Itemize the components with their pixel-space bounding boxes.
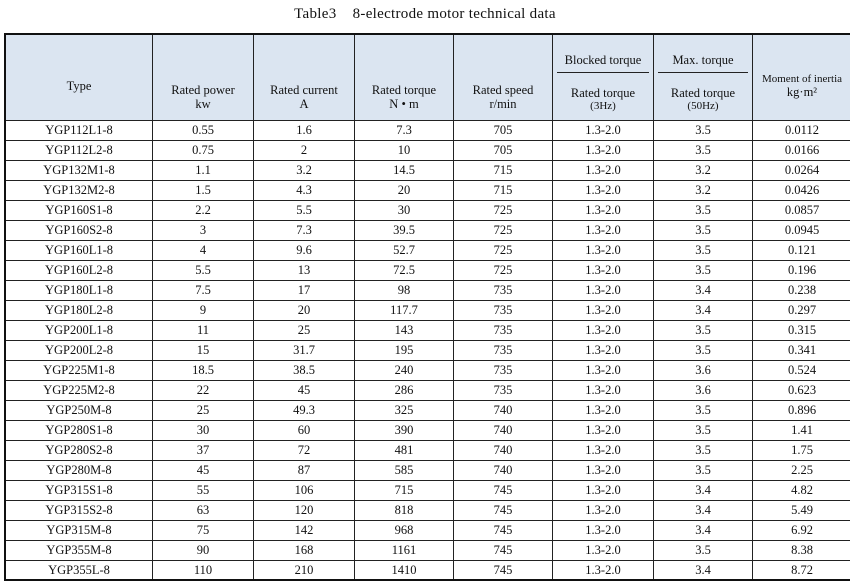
cell-rated-torque: 715 [355,480,454,500]
cell-type: YGP225M1-8 [5,360,153,380]
cell-rated-current: 106 [254,480,355,500]
cell-rated-power: 45 [153,460,254,480]
cell-type: YGP225M2-8 [5,380,153,400]
cell-rated-current: 45 [254,380,355,400]
cell-rated-power: 3 [153,220,254,240]
cell-rated-torque: 117.7 [355,300,454,320]
cell-rated-power: 0.55 [153,120,254,140]
cell-type: YGP200L2-8 [5,340,153,360]
table-row [5,380,850,400]
cell-type: YGP180L1-8 [5,280,153,300]
header-max-torque [654,34,753,120]
table-header [5,34,850,120]
cell-type: YGP315S2-8 [5,500,153,520]
cell-max-torque: 3.2 [654,180,753,200]
cell-rated-current: 25 [254,320,355,340]
cell-rated-power: 18.5 [153,360,254,380]
cell-rated-power: 7.5 [153,280,254,300]
header-max-torque-freq: (50Hz) [654,100,752,113]
cell-rated-current: 1.6 [254,120,355,140]
header-blocked-torque-sub: Rated torque [553,86,653,100]
cell-rated-speed: 745 [454,500,553,520]
cell-blocked-torque: 1.3-2.0 [553,180,654,200]
table-row [5,240,850,260]
cell-blocked-torque: 1.3-2.0 [553,140,654,160]
header-rated-power-label: Rated power [153,83,253,97]
cell-type: YGP315M-8 [5,520,153,540]
table-row [5,300,850,320]
cell-rated-speed: 740 [454,440,553,460]
cell-rated-power: 110 [153,560,254,580]
table-row [5,540,850,560]
header-rated-current [254,34,355,120]
header-max-torque-sub: Rated torque [654,86,752,100]
table-row [5,500,850,520]
cell-rated-power: 15 [153,340,254,360]
table-row [5,180,850,200]
header-moment-of-inertia-label: Moment of inertia [753,73,850,86]
table-row [5,220,850,240]
header-blocked-torque-title: Blocked torque [557,35,649,73]
cell-moment-of-inertia: 0.238 [753,280,850,300]
cell-rated-speed: 715 [454,160,553,180]
cell-blocked-torque: 1.3-2.0 [553,420,654,440]
cell-rated-power: 11 [153,320,254,340]
cell-rated-torque: 143 [355,320,454,340]
header-rated-speed-label: Rated speed [454,83,552,97]
cell-rated-speed: 740 [454,400,553,420]
cell-rated-current: 2 [254,140,355,160]
cell-rated-current: 49.3 [254,400,355,420]
cell-rated-power: 30 [153,420,254,440]
cell-rated-speed: 705 [454,140,553,160]
cell-rated-speed: 745 [454,540,553,560]
header-rated-speed [454,34,553,120]
cell-rated-current: 87 [254,460,355,480]
cell-rated-power: 55 [153,480,254,500]
cell-max-torque: 3.5 [654,220,753,240]
cell-rated-torque: 52.7 [355,240,454,260]
cell-rated-torque: 481 [355,440,454,460]
cell-max-torque: 3.4 [654,560,753,580]
table-row [5,200,850,220]
header-rated-current-label: Rated current [254,83,354,97]
table-row [5,560,850,580]
cell-rated-power: 0.75 [153,140,254,160]
cell-blocked-torque: 1.3-2.0 [553,240,654,260]
header-blocked-torque [553,34,654,120]
cell-rated-speed: 705 [454,120,553,140]
cell-blocked-torque: 1.3-2.0 [553,300,654,320]
cell-moment-of-inertia: 0.341 [753,340,850,360]
cell-rated-speed: 735 [454,360,553,380]
cell-max-torque: 3.5 [654,420,753,440]
cell-max-torque: 3.4 [654,300,753,320]
cell-type: YGP280S1-8 [5,420,153,440]
cell-rated-speed: 745 [454,560,553,580]
cell-moment-of-inertia: 0.0112 [753,120,850,140]
cell-rated-speed: 740 [454,460,553,480]
cell-type: YGP160L1-8 [5,240,153,260]
cell-rated-torque: 1161 [355,540,454,560]
cell-rated-current: 5.5 [254,200,355,220]
cell-rated-current: 72 [254,440,355,460]
cell-blocked-torque: 1.3-2.0 [553,220,654,240]
cell-rated-torque: 240 [355,360,454,380]
header-rated-power [153,34,254,120]
cell-rated-torque: 325 [355,400,454,420]
cell-rated-torque: 39.5 [355,220,454,240]
table-row [5,420,850,440]
cell-max-torque: 3.6 [654,360,753,380]
cell-moment-of-inertia: 0.623 [753,380,850,400]
table-row [5,340,850,360]
header-max-torque-title: Max. torque [658,35,748,73]
cell-type: YGP160S1-8 [5,200,153,220]
table-body [5,120,850,580]
cell-rated-current: 120 [254,500,355,520]
cell-moment-of-inertia: 0.315 [753,320,850,340]
cell-rated-current: 4.3 [254,180,355,200]
cell-rated-current: 17 [254,280,355,300]
cell-type: YGP315S1-8 [5,480,153,500]
cell-rated-speed: 745 [454,520,553,540]
motor-data-table [4,33,850,581]
cell-rated-power: 1.5 [153,180,254,200]
cell-max-torque: 3.5 [654,140,753,160]
table-row [5,160,850,180]
table-number: Table3 [294,6,336,22]
cell-type: YGP112L1-8 [5,120,153,140]
cell-max-torque: 3.5 [654,440,753,460]
cell-rated-torque: 968 [355,520,454,540]
cell-blocked-torque: 1.3-2.0 [553,520,654,540]
table-row [5,520,850,540]
header-rated-speed-unit: r/min [454,97,552,111]
cell-blocked-torque: 1.3-2.0 [553,380,654,400]
cell-rated-speed: 725 [454,200,553,220]
cell-rated-torque: 72.5 [355,260,454,280]
cell-rated-power: 25 [153,400,254,420]
cell-blocked-torque: 1.3-2.0 [553,120,654,140]
header-type [5,34,153,120]
cell-type: YGP160S2-8 [5,220,153,240]
cell-rated-torque: 14.5 [355,160,454,180]
cell-moment-of-inertia: 0.0264 [753,160,850,180]
cell-rated-speed: 740 [454,420,553,440]
cell-rated-current: 210 [254,560,355,580]
cell-blocked-torque: 1.3-2.0 [553,360,654,380]
cell-rated-current: 13 [254,260,355,280]
cell-rated-power: 22 [153,380,254,400]
cell-moment-of-inertia: 1.75 [753,440,850,460]
cell-rated-power: 63 [153,500,254,520]
table-row [5,120,850,140]
table-row [5,400,850,420]
cell-max-torque: 3.5 [654,200,753,220]
cell-max-torque: 3.4 [654,280,753,300]
header-rated-torque-unit: N • m [355,97,453,111]
cell-type: YGP355M-8 [5,540,153,560]
cell-moment-of-inertia: 0.0857 [753,200,850,220]
cell-max-torque: 3.5 [654,340,753,360]
cell-type: YGP132M2-8 [5,180,153,200]
cell-blocked-torque: 1.3-2.0 [553,340,654,360]
cell-moment-of-inertia: 0.0945 [753,220,850,240]
cell-moment-of-inertia: 0.896 [753,400,850,420]
cell-rated-torque: 7.3 [355,120,454,140]
cell-blocked-torque: 1.3-2.0 [553,460,654,480]
cell-type: YGP250M-8 [5,400,153,420]
cell-blocked-torque: 1.3-2.0 [553,160,654,180]
cell-type: YGP355L-8 [5,560,153,580]
cell-type: YGP280M-8 [5,460,153,480]
cell-rated-current: 168 [254,540,355,560]
cell-blocked-torque: 1.3-2.0 [553,260,654,280]
cell-moment-of-inertia: 0.121 [753,240,850,260]
cell-rated-torque: 20 [355,180,454,200]
table-row [5,260,850,280]
cell-type: YGP112L2-8 [5,140,153,160]
cell-rated-current: 3.2 [254,160,355,180]
cell-rated-speed: 715 [454,180,553,200]
cell-blocked-torque: 1.3-2.0 [553,540,654,560]
cell-rated-current: 9.6 [254,240,355,260]
cell-rated-speed: 735 [454,340,553,360]
cell-moment-of-inertia: 0.0166 [753,140,850,160]
cell-moment-of-inertia: 1.41 [753,420,850,440]
cell-rated-speed: 735 [454,280,553,300]
header-moment-of-inertia [753,34,850,120]
cell-rated-torque: 390 [355,420,454,440]
cell-rated-torque: 818 [355,500,454,520]
cell-rated-power: 5.5 [153,260,254,280]
table-row [5,460,850,480]
cell-moment-of-inertia: 8.38 [753,540,850,560]
cell-moment-of-inertia: 8.72 [753,560,850,580]
cell-rated-torque: 30 [355,200,454,220]
cell-rated-power: 90 [153,540,254,560]
header-rated-power-unit: kw [153,97,253,111]
cell-max-torque: 3.5 [654,260,753,280]
cell-rated-speed: 735 [454,320,553,340]
table-row [5,440,850,460]
header-rated-torque-label: Rated torque [355,83,453,97]
cell-moment-of-inertia: 0.524 [753,360,850,380]
cell-blocked-torque: 1.3-2.0 [553,440,654,460]
cell-blocked-torque: 1.3-2.0 [553,200,654,220]
cell-max-torque: 3.6 [654,380,753,400]
cell-type: YGP180L2-8 [5,300,153,320]
table-caption [0,6,850,23]
cell-rated-current: 31.7 [254,340,355,360]
cell-rated-speed: 735 [454,300,553,320]
cell-rated-speed: 725 [454,260,553,280]
cell-rated-current: 142 [254,520,355,540]
cell-rated-power: 1.1 [153,160,254,180]
cell-rated-current: 7.3 [254,220,355,240]
table-row [5,140,850,160]
cell-rated-speed: 745 [454,480,553,500]
cell-rated-power: 37 [153,440,254,460]
cell-moment-of-inertia: 5.49 [753,500,850,520]
table-row [5,360,850,380]
cell-max-torque: 3.5 [654,540,753,560]
cell-max-torque: 3.5 [654,120,753,140]
cell-rated-power: 9 [153,300,254,320]
cell-rated-current: 20 [254,300,355,320]
header-rated-torque [355,34,454,120]
cell-moment-of-inertia: 6.92 [753,520,850,540]
cell-moment-of-inertia: 2.25 [753,460,850,480]
header-type-label: Type [67,79,92,93]
header-rated-current-unit: A [254,97,354,111]
cell-max-torque: 3.4 [654,480,753,500]
table-row [5,480,850,500]
cell-type: YGP280S2-8 [5,440,153,460]
cell-rated-speed: 735 [454,380,553,400]
cell-rated-power: 75 [153,520,254,540]
cell-type: YGP160L2-8 [5,260,153,280]
cell-blocked-torque: 1.3-2.0 [553,280,654,300]
cell-max-torque: 3.4 [654,500,753,520]
cell-rated-torque: 286 [355,380,454,400]
table-row [5,320,850,340]
table-row [5,280,850,300]
cell-max-torque: 3.5 [654,320,753,340]
cell-rated-power: 2.2 [153,200,254,220]
cell-blocked-torque: 1.3-2.0 [553,320,654,340]
cell-rated-torque: 10 [355,140,454,160]
cell-rated-torque: 585 [355,460,454,480]
cell-blocked-torque: 1.3-2.0 [553,400,654,420]
cell-rated-current: 38.5 [254,360,355,380]
cell-rated-torque: 195 [355,340,454,360]
table-title: 8-electrode motor technical data [353,6,556,22]
cell-type: YGP200L1-8 [5,320,153,340]
cell-rated-power: 4 [153,240,254,260]
cell-moment-of-inertia: 4.82 [753,480,850,500]
cell-max-torque: 3.5 [654,400,753,420]
cell-moment-of-inertia: 0.0426 [753,180,850,200]
cell-blocked-torque: 1.3-2.0 [553,500,654,520]
cell-max-torque: 3.2 [654,160,753,180]
cell-max-torque: 3.4 [654,520,753,540]
cell-rated-speed: 725 [454,240,553,260]
cell-max-torque: 3.5 [654,460,753,480]
cell-rated-torque: 1410 [355,560,454,580]
header-moment-of-inertia-unit: kg·m² [753,85,850,99]
cell-moment-of-inertia: 0.297 [753,300,850,320]
cell-blocked-torque: 1.3-2.0 [553,480,654,500]
cell-rated-speed: 725 [454,220,553,240]
cell-rated-current: 60 [254,420,355,440]
cell-rated-torque: 98 [355,280,454,300]
header-blocked-torque-freq: (3Hz) [553,100,653,113]
cell-blocked-torque: 1.3-2.0 [553,560,654,580]
cell-type: YGP132M1-8 [5,160,153,180]
cell-moment-of-inertia: 0.196 [753,260,850,280]
cell-max-torque: 3.5 [654,240,753,260]
